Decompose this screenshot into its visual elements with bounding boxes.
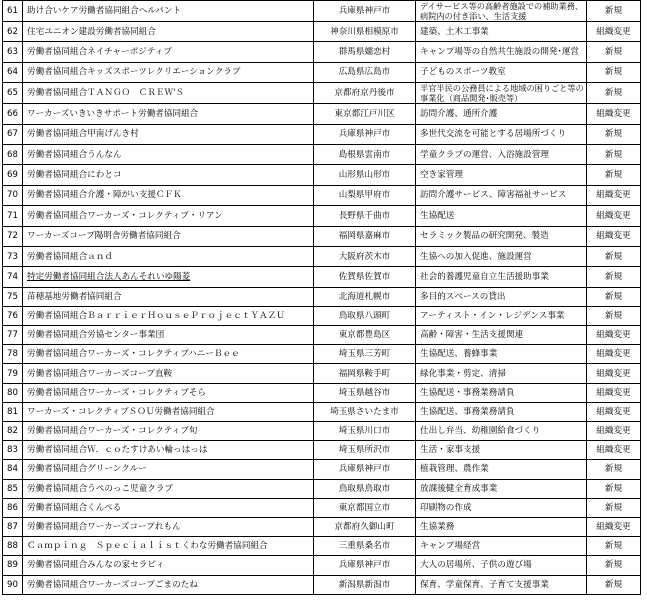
location: 山形県山形市 [314, 165, 416, 185]
row-number: 81 [3, 402, 23, 421]
cooperative-name: 労働者協同組合ＴＡＮＧＯ ＣＲＥＷ'Ｓ [23, 83, 314, 104]
business-description: 多目的スペースの貸出 [416, 287, 587, 306]
row-number: 84 [3, 460, 23, 479]
business-description: 子どものスポーツ教室 [416, 62, 587, 82]
row-number: 69 [3, 165, 23, 185]
location: 京都府京丹後市 [314, 83, 416, 104]
cooperative-name: 労働者協同組合くんぺる [23, 498, 314, 517]
row-number: 79 [3, 364, 23, 383]
cooperative-name: 労働者協同組合ワーカーズ・コレクティブそら [23, 383, 314, 402]
table-row [3, 441, 641, 460]
business-description: 学童クラブの運営、入浴施設管理 [416, 144, 587, 164]
cooperative-name: 労働者協同組合ワーカーズコープれもん [23, 517, 314, 536]
business-description: セラミック製品の研究開発、製造 [416, 226, 587, 246]
location: 京都府久御山町 [314, 517, 416, 536]
business-description: アーティスト・イン・レジデンス事業 [416, 306, 587, 325]
location: 長野県千曲市 [314, 206, 416, 226]
row-number: 66 [3, 104, 23, 124]
row-number: 72 [3, 226, 23, 246]
status: 新規 [587, 165, 641, 185]
row-number: 76 [3, 306, 23, 325]
business-description: 生活・家事支援 [416, 441, 587, 460]
row-number: 61 [3, 1, 23, 22]
row-number: 68 [3, 144, 23, 164]
location: 兵庫県神戸市 [314, 556, 416, 575]
cooperative-name: 労働者協同組合甲南げんき村 [23, 124, 314, 144]
row-number: 90 [3, 575, 23, 594]
business-description: 生協への加入促進、施設運営 [416, 246, 587, 266]
row-number: 77 [3, 326, 23, 345]
status: 組織変更 [587, 441, 641, 460]
status: 組織変更 [587, 104, 641, 124]
status: 組織変更 [587, 402, 641, 421]
table-row [3, 460, 641, 479]
status: 組織変更 [587, 517, 641, 536]
table-row [3, 517, 641, 536]
status: 組織変更 [587, 22, 641, 42]
status: 新規 [587, 144, 641, 164]
location: 兵庫県神戸市 [314, 1, 416, 22]
table-row [3, 83, 641, 104]
status: 新規 [587, 124, 641, 144]
status: 組織変更 [587, 185, 641, 205]
cooperative-name: 労働者協同組合ワーカーズ・コレクティブ旬 [23, 422, 314, 441]
status: 新規 [587, 42, 641, 62]
location: 兵庫県神戸市 [314, 124, 416, 144]
cooperative-name: 労働者協同組合介護・障がい支援ＣＦＫ [23, 185, 314, 205]
table-body [3, 1, 641, 595]
row-number: 78 [3, 345, 23, 364]
row-number: 82 [3, 422, 23, 441]
row-number: 83 [3, 441, 23, 460]
location: 埼玉県所沢市 [314, 441, 416, 460]
location: 福岡県嘉麻市 [314, 226, 416, 246]
cooperative-name: 労働者協同組合うんなん [23, 144, 314, 164]
table-row [3, 575, 641, 594]
table-row [3, 556, 641, 575]
table-row [3, 383, 641, 402]
location: 鳥取県鳥取市 [314, 479, 416, 498]
business-description: 空き家管理 [416, 165, 587, 185]
location: 埼玉県川口市 [314, 422, 416, 441]
cooperative-name: 労働者協同組合みんなの家セラピィ [23, 556, 314, 575]
table-row [3, 206, 641, 226]
business-description: 半官半民の公務員による地域の困りごと等の事業化（商品開発･販売等） [416, 83, 587, 104]
row-number: 67 [3, 124, 23, 144]
cooperative-name: ワーカーズいきいきサポート労働者協同組合 [23, 104, 314, 124]
location: 北海道札幌市 [314, 287, 416, 306]
status: 組織変更 [587, 364, 641, 383]
location: 佐賀県佐賀市 [314, 267, 416, 287]
business-description: 仕出し弁当、幼稚園給食づくり [416, 422, 587, 441]
table-row [3, 104, 641, 124]
status: 新規 [587, 246, 641, 266]
cooperative-name: 助け合いケア労働者協同組合ヘルパント [23, 1, 314, 22]
status: 新規 [587, 460, 641, 479]
table-row [3, 246, 641, 266]
location: 東京都江戸川区 [314, 104, 416, 124]
location: 神奈川県相模原市 [314, 22, 416, 42]
status: 新規 [587, 537, 641, 556]
cooperative-name: 労働者協同組合労協センター事業団 [23, 326, 314, 345]
cooperative-name: 労働者協同組合ネイチャーポジティブ [23, 42, 314, 62]
cooperative-name: 労働者協同組合ＢａｒｒｉｅｒＨｏｕｓｅＰｒｏｊｅｃｔＹＡＺＵ [23, 306, 314, 325]
business-description: キャンプ場経営 [416, 537, 587, 556]
cooperative-name: 労働者協同組合ワーカーズ・コレクティブ・リアン [23, 206, 314, 226]
row-number: 89 [3, 556, 23, 575]
status: 新規 [587, 306, 641, 325]
status: 新規 [587, 83, 641, 104]
row-number: 71 [3, 206, 23, 226]
cooperative-name: 住宅ユニオン建設労働者協同組合 [23, 22, 314, 42]
table-row [3, 402, 641, 421]
cooperative-name: 労働者協同組合うぺのっこ児童クラブ [23, 479, 314, 498]
status: 新規 [587, 479, 641, 498]
business-description: 多世代交流を可能とする居場所づくり [416, 124, 587, 144]
business-description: 生協配送 [416, 206, 587, 226]
status: 新規 [587, 62, 641, 82]
status: 組織変更 [587, 326, 641, 345]
cooperative-name: 労働者協同組合Ｗ．ｃｏたすけあい輪っはっは [23, 441, 314, 460]
status: 新規 [587, 498, 641, 517]
table-row [3, 62, 641, 82]
cooperative-name: 労働者協同組合ワーカーズコープ直鞍 [23, 364, 314, 383]
row-number: 62 [3, 22, 23, 42]
table-row [3, 165, 641, 185]
location: 広島県広島市 [314, 62, 416, 82]
table-row [3, 306, 641, 325]
table-row [3, 422, 641, 441]
business-description: 高齢・障害・生活支援関連 [416, 326, 587, 345]
business-description: 印刷物の作成 [416, 498, 587, 517]
cooperative-name: 苗穂基地労働者協同組合 [23, 287, 314, 306]
cooperative-name: Ｃａｍｐｉｎｇ Ｓｐｅｃｉａｌｉｓｔくわな労働者協同組合 [23, 537, 314, 556]
table-row [3, 42, 641, 62]
table-row [3, 22, 641, 42]
row-number: 88 [3, 537, 23, 556]
table-row [3, 185, 641, 205]
location: 群馬県嬬恋村 [314, 42, 416, 62]
location: 福岡県鞍手町 [314, 364, 416, 383]
cooperative-name: 労働者協同組合ワーカーズ・コレクティブハニーＢｅｅ [23, 345, 314, 364]
table-row [3, 124, 641, 144]
row-number: 73 [3, 246, 23, 266]
row-number: 80 [3, 383, 23, 402]
row-number: 87 [3, 517, 23, 536]
business-description: 生協配送、事務業務請負 [416, 402, 587, 421]
location: 山梨県甲府市 [314, 185, 416, 205]
cooperative-name: 労働者協同組合グリーンクルー [23, 460, 314, 479]
location: 三重県桑名市 [314, 537, 416, 556]
business-description: 保育、学童保育、子育て支援事業 [416, 575, 587, 594]
business-description: 訪問介護サービス、障害福祉サービス [416, 185, 587, 205]
location: 鳥取県八頭町 [314, 306, 416, 325]
business-description: 社会的養護児童自立生活援助事業 [416, 267, 587, 287]
row-number: 86 [3, 498, 23, 517]
status: 組織変更 [587, 345, 641, 364]
location: 東京都豊島区 [314, 326, 416, 345]
business-description: デイサービス等の高齢者施設での補助業務、病院内の付き添い、生活支援 [416, 1, 587, 22]
business-description: 大人の居場所、子供の遊び場 [416, 556, 587, 575]
table-row [3, 345, 641, 364]
cooperative-name: ワーカーズコープ陽明舎労働者協同組合 [23, 226, 314, 246]
status: 新規 [587, 556, 641, 575]
row-number: 74 [3, 267, 23, 287]
cooperative-name: 労働者協同組合ａｎｄ [23, 246, 314, 266]
business-description: キャンプ場等の自然共生施設の開発･運営 [416, 42, 587, 62]
row-number: 65 [3, 83, 23, 104]
business-description: 建築、土木工事業 [416, 22, 587, 42]
table-row [3, 287, 641, 306]
business-description: 生協配送、養蜂事業 [416, 345, 587, 364]
cooperative-name: 労働者協同組合にわとコ [23, 165, 314, 185]
cooperative-registry-table [2, 0, 641, 595]
table-row [3, 226, 641, 246]
location: 新潟県新潟市 [314, 575, 416, 594]
table-row [3, 537, 641, 556]
table-row [3, 364, 641, 383]
status: 新規 [587, 575, 641, 594]
business-description: 生協配送・事務業務請負 [416, 383, 587, 402]
row-number: 70 [3, 185, 23, 205]
cooperative-name: 労働者協同組合ワーカーズコープごまのたね [23, 575, 314, 594]
location: 兵庫県神戸市 [314, 460, 416, 479]
location: 埼玉県さいたま市 [314, 402, 416, 421]
location: 埼玉県三芳町 [314, 345, 416, 364]
status: 組織変更 [587, 226, 641, 246]
row-number: 85 [3, 479, 23, 498]
business-description: 生協業務 [416, 517, 587, 536]
location: 東京都国立市 [314, 498, 416, 517]
table-row [3, 267, 641, 287]
cooperative-name: 特定労働者協同組合法人あんそれいゆ陽菱 [23, 267, 314, 287]
status: 新規 [587, 267, 641, 287]
status: 組織変更 [587, 383, 641, 402]
location: 大阪府茨木市 [314, 246, 416, 266]
cooperative-name: 労働者協同組合キッズスポーツレクリエーションクラブ [23, 62, 314, 82]
location: 島根県雲南市 [314, 144, 416, 164]
business-description: 訪問介護、通所介護 [416, 104, 587, 124]
status: 組織変更 [587, 206, 641, 226]
business-description: 緑化事業・剪定、清掃 [416, 364, 587, 383]
row-number: 64 [3, 62, 23, 82]
status: 新規 [587, 287, 641, 306]
table-row [3, 144, 641, 164]
table-row [3, 1, 641, 22]
location: 埼玉県越谷市 [314, 383, 416, 402]
table-row [3, 498, 641, 517]
row-number: 75 [3, 287, 23, 306]
cooperative-name: ワーカーズ・コレクティブＳＯＵ労働者協同組合 [23, 402, 314, 421]
row-number: 63 [3, 42, 23, 62]
status: 新規 [587, 1, 641, 22]
table-row [3, 479, 641, 498]
business-description: 植栽管理、農作業 [416, 460, 587, 479]
status: 組織変更 [587, 422, 641, 441]
business-description: 放課後健全育成事業 [416, 479, 587, 498]
table-row [3, 326, 641, 345]
